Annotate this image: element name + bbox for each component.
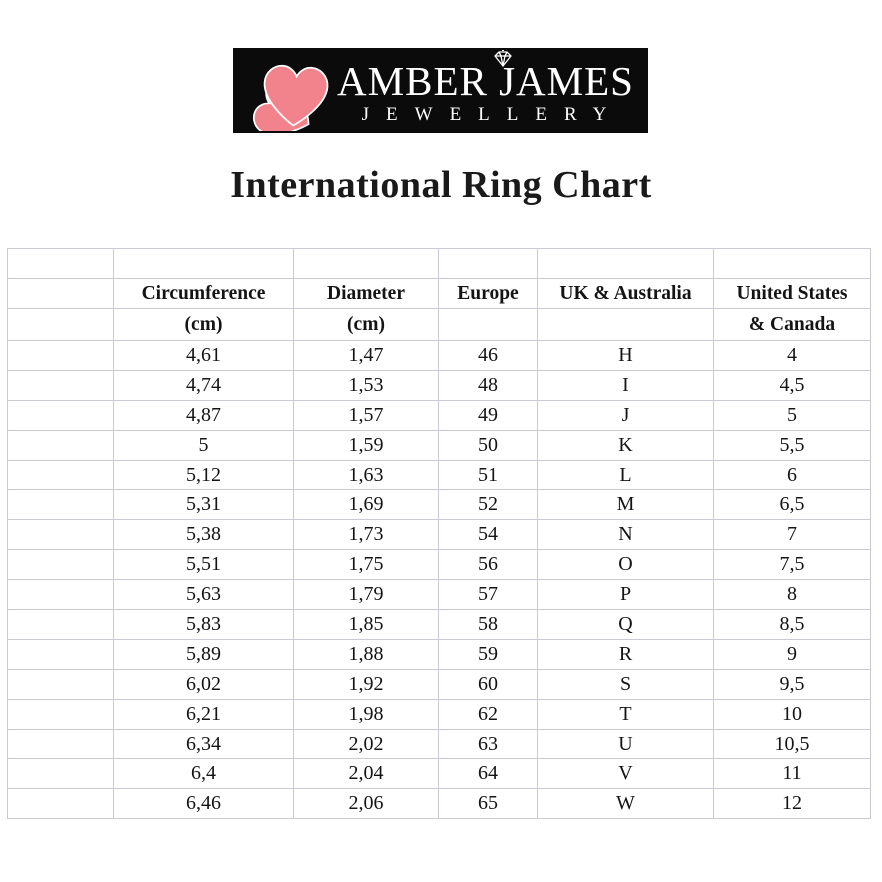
header-uk-australia: UK & Australia [538,279,714,309]
table-row [8,699,871,729]
subheader-blank [8,309,114,341]
cell-diameter: 1,53 [294,370,439,400]
cell-spacer [8,639,114,669]
table-row [8,789,871,819]
cell-diameter: 1,57 [294,400,439,430]
cell-us-canada: 6,5 [714,490,871,520]
spacer-cell [538,249,714,279]
cell-uk-australia: H [538,341,714,371]
header-diameter: Diameter [294,279,439,309]
table-row [8,430,871,460]
hearts-icon [235,57,337,131]
cell-uk-australia: K [538,430,714,460]
cell-europe: 48 [439,370,538,400]
table-row [8,759,871,789]
cell-diameter: 1,79 [294,580,439,610]
table-row [8,520,871,550]
cell-us-canada: 4,5 [714,370,871,400]
cell-uk-australia: Q [538,610,714,640]
cell-spacer [8,669,114,699]
cell-diameter: 2,06 [294,789,439,819]
cell-spacer [8,580,114,610]
cell-us-canada: 8 [714,580,871,610]
cell-europe: 46 [439,341,538,371]
brand-subname: JEWELLERY [361,104,624,125]
cell-uk-australia: L [538,460,714,490]
table-row [8,370,871,400]
cell-spacer [8,759,114,789]
table-row [8,550,871,580]
cell-diameter: 1,85 [294,610,439,640]
header-blank [8,279,114,309]
subheader-uk-australia [538,309,714,341]
spacer-row [8,249,871,279]
spacer-cell [714,249,871,279]
header-row [8,279,871,309]
cell-us-canada: 7,5 [714,550,871,580]
header-circumference: Circumference [114,279,294,309]
cell-circumference: 6,02 [114,669,294,699]
ring-size-table [7,248,871,819]
cell-spacer [8,610,114,640]
cell-circumference: 4,74 [114,370,294,400]
table-body [8,341,871,819]
subheader-europe [439,309,538,341]
cell-europe: 65 [439,789,538,819]
cell-us-canada: 5 [714,400,871,430]
spacer-cell [294,249,439,279]
cell-circumference: 6,34 [114,729,294,759]
cell-circumference: 5,83 [114,610,294,640]
cell-us-canada: 6 [714,460,871,490]
spacer-cell [8,249,114,279]
cell-spacer [8,370,114,400]
cell-circumference: 4,61 [114,341,294,371]
cell-europe: 58 [439,610,538,640]
cell-europe: 51 [439,460,538,490]
cell-europe: 59 [439,639,538,669]
subheader-row [8,309,871,341]
cell-circumference: 5 [114,430,294,460]
page-title: International Ring Chart [230,164,652,206]
cell-spacer [8,789,114,819]
table-row [8,400,871,430]
cell-spacer [8,490,114,520]
cell-uk-australia: M [538,490,714,520]
cell-us-canada: 4 [714,341,871,371]
cell-uk-australia: I [538,370,714,400]
cell-circumference: 5,12 [114,460,294,490]
cell-uk-australia: V [538,759,714,789]
cell-circumference: 5,31 [114,490,294,520]
cell-uk-australia: J [538,400,714,430]
cell-europe: 54 [439,520,538,550]
cell-europe: 52 [439,490,538,520]
cell-diameter: 1,92 [294,669,439,699]
cell-europe: 62 [439,699,538,729]
table-row [8,639,871,669]
cell-uk-australia: N [538,520,714,550]
cell-us-canada: 11 [714,759,871,789]
cell-europe: 63 [439,729,538,759]
cell-uk-australia: S [538,669,714,699]
cell-spacer [8,729,114,759]
cell-uk-australia: W [538,789,714,819]
cell-diameter: 1,88 [294,639,439,669]
cell-us-canada: 8,5 [714,610,871,640]
header-europe: Europe [439,279,538,309]
cell-diameter: 2,02 [294,729,439,759]
cell-us-canada: 9 [714,639,871,669]
cell-us-canada: 5,5 [714,430,871,460]
spacer-cell [439,249,538,279]
cell-europe: 56 [439,550,538,580]
cell-europe: 50 [439,430,538,460]
cell-uk-australia: U [538,729,714,759]
cell-diameter: 1,75 [294,550,439,580]
cell-us-canada: 10 [714,699,871,729]
subheader-diameter-unit: (cm) [294,309,439,341]
cell-uk-australia: O [538,550,714,580]
cell-circumference: 5,89 [114,639,294,669]
cell-spacer [8,550,114,580]
cell-us-canada: 7 [714,520,871,550]
brand-text-block [329,58,642,125]
cell-spacer [8,520,114,550]
cell-europe: 57 [439,580,538,610]
cell-us-canada: 12 [714,789,871,819]
brand-name: AMBER JAMES [337,58,634,104]
cell-spacer [8,430,114,460]
cell-diameter: 1,63 [294,460,439,490]
cell-uk-australia: P [538,580,714,610]
cell-diameter: 1,59 [294,430,439,460]
cell-circumference: 6,21 [114,699,294,729]
cell-europe: 49 [439,400,538,430]
table-row [8,580,871,610]
cell-europe: 64 [439,759,538,789]
cell-us-canada: 10,5 [714,729,871,759]
cell-diameter: 1,98 [294,699,439,729]
cell-circumference: 5,38 [114,520,294,550]
cell-spacer [8,341,114,371]
table-row [8,341,871,371]
cell-europe: 60 [439,669,538,699]
subheader-circumference-unit: (cm) [114,309,294,341]
table-row [8,490,871,520]
cell-diameter: 1,69 [294,490,439,520]
table-row [8,460,871,490]
table-row [8,610,871,640]
cell-uk-australia: R [538,639,714,669]
header-us-canada: United States [714,279,871,309]
table-row [8,729,871,759]
table-row [8,669,871,699]
cell-diameter: 2,04 [294,759,439,789]
cell-circumference: 4,87 [114,400,294,430]
cell-spacer [8,400,114,430]
subheader-us-canada: & Canada [714,309,871,341]
cell-circumference: 5,63 [114,580,294,610]
cell-uk-australia: T [538,699,714,729]
cell-diameter: 1,47 [294,341,439,371]
cell-circumference: 6,4 [114,759,294,789]
cell-spacer [8,460,114,490]
cell-circumference: 5,51 [114,550,294,580]
cell-us-canada: 9,5 [714,669,871,699]
cell-spacer [8,699,114,729]
spacer-cell [114,249,294,279]
cell-circumference: 6,46 [114,789,294,819]
brand-banner [233,48,648,133]
cell-diameter: 1,73 [294,520,439,550]
